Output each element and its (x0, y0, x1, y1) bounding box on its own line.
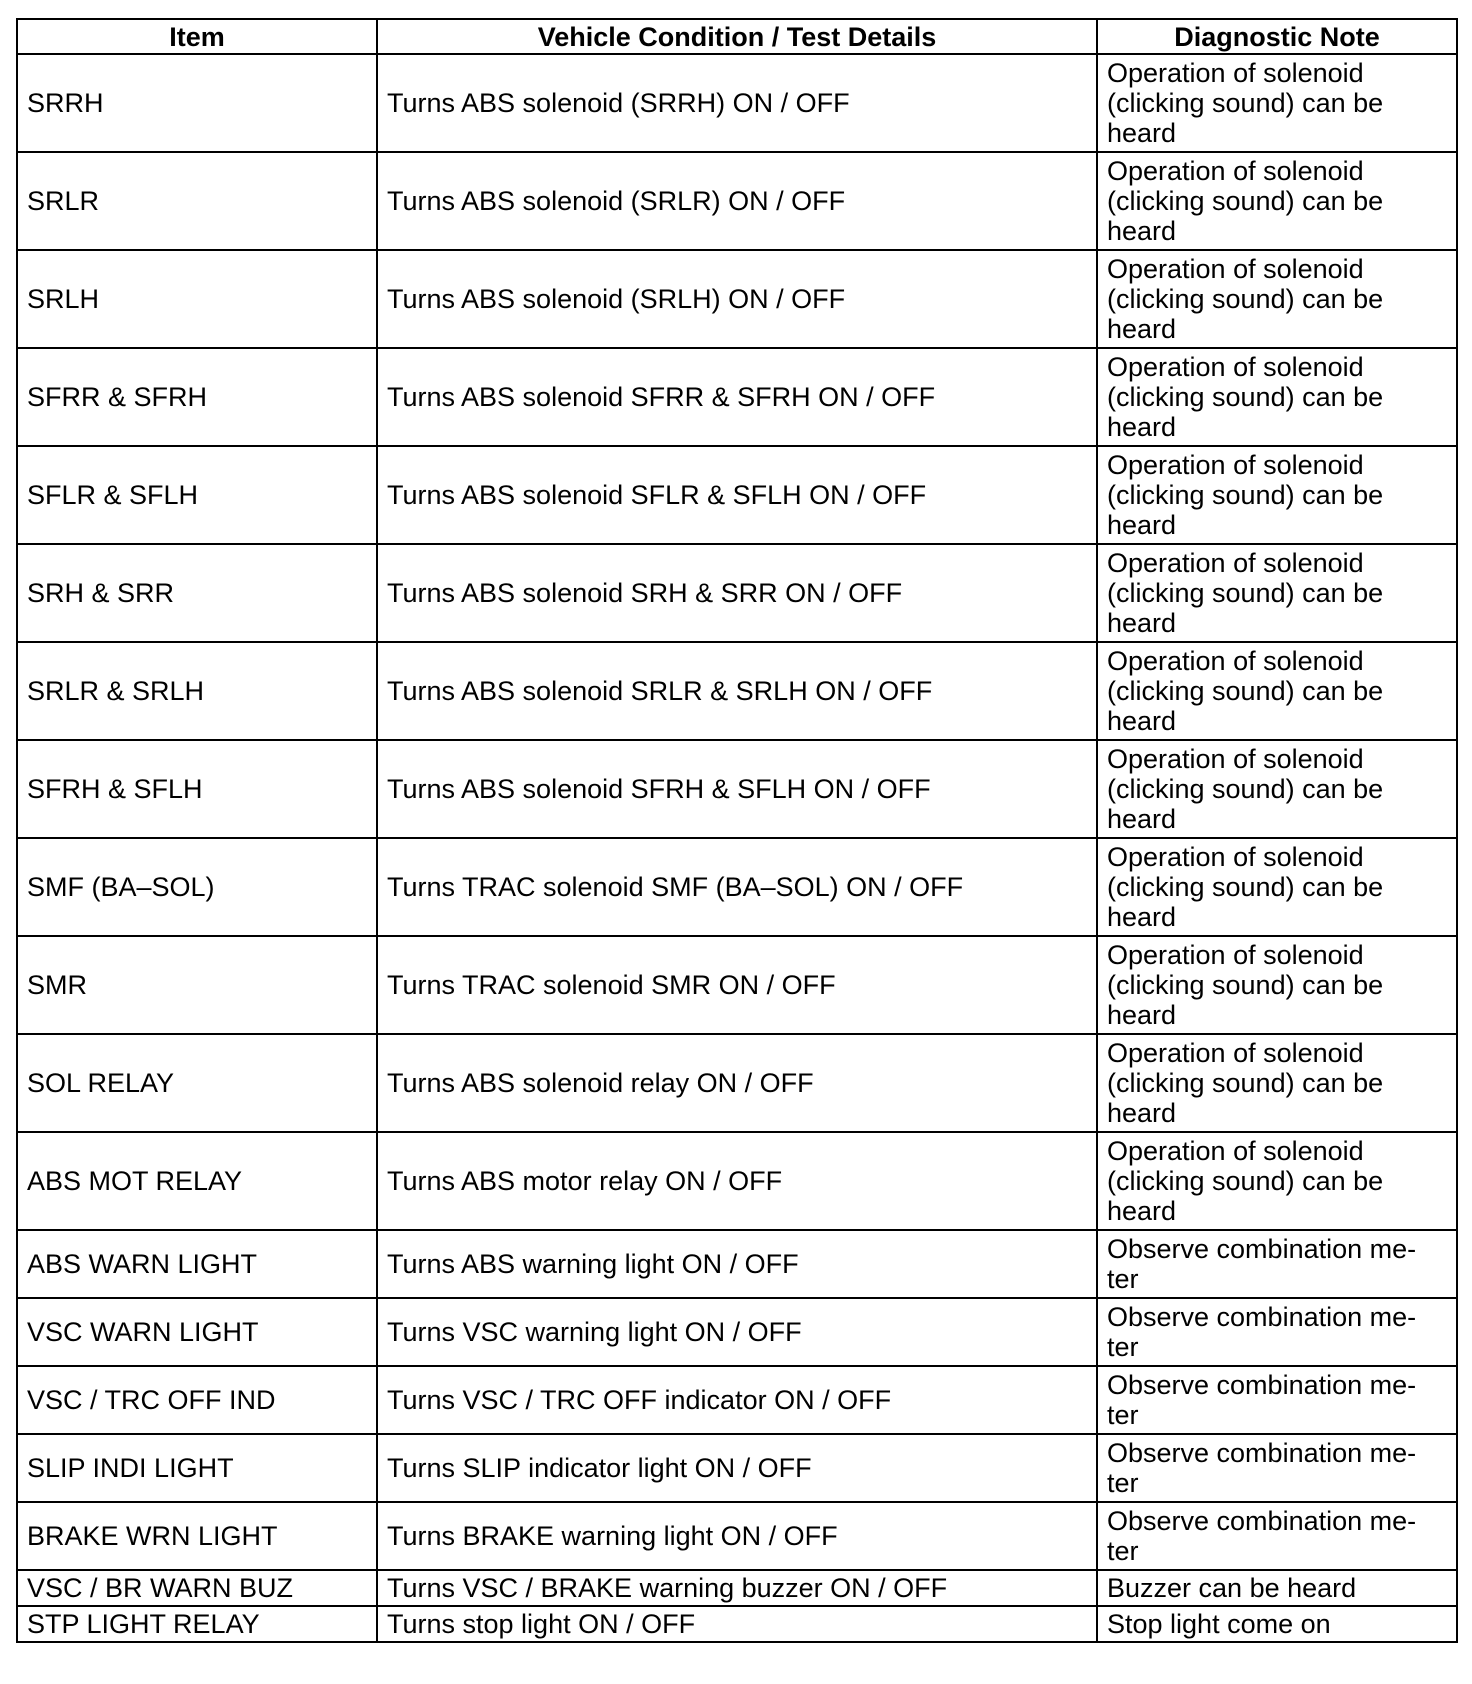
item-cell: SRLR & SRLH (17, 642, 377, 740)
note-cell: Operation of solenoid (clicking sound) can be heard (1097, 838, 1457, 936)
header-diagnostic-note: Diagnostic Note (1097, 19, 1457, 54)
note-cell: Operation of solenoid (clicking sound) can be heard (1097, 54, 1457, 152)
details-cell: Turns stop light ON / OFF (377, 1606, 1097, 1642)
note-cell: Operation of solenoid (clicking sound) can be heard (1097, 740, 1457, 838)
item-cell: ABS MOT RELAY (17, 1132, 377, 1230)
active-test-table (16, 18, 1458, 1643)
table-row (17, 348, 1457, 446)
note-cell: Observe combination me- ter (1097, 1502, 1457, 1570)
table-header-row (17, 19, 1457, 54)
note-cell: Operation of solenoid (clicking sound) can be heard (1097, 544, 1457, 642)
details-cell: Turns BRAKE warning light ON / OFF (377, 1502, 1097, 1570)
note-cell: Operation of solenoid (clicking sound) can be heard (1097, 348, 1457, 446)
item-cell: VSC / BR WARN BUZ (17, 1570, 377, 1606)
details-cell: Turns ABS solenoid SRH & SRR ON / OFF (377, 544, 1097, 642)
item-cell: ABS WARN LIGHT (17, 1230, 377, 1298)
header-item: Item (17, 19, 377, 54)
item-cell: SRLH (17, 250, 377, 348)
details-cell: Turns SLIP indicator light ON / OFF (377, 1434, 1097, 1502)
details-cell: Turns ABS solenoid (SRLR) ON / OFF (377, 152, 1097, 250)
header-vehicle-condition: Vehicle Condition / Test Details (377, 19, 1097, 54)
note-cell: Operation of solenoid (clicking sound) can be heard (1097, 152, 1457, 250)
item-cell: BRAKE WRN LIGHT (17, 1502, 377, 1570)
note-cell: Observe combination me- ter (1097, 1230, 1457, 1298)
table-row (17, 1230, 1457, 1298)
item-cell: SOL RELAY (17, 1034, 377, 1132)
item-cell: SRLR (17, 152, 377, 250)
table-row (17, 1570, 1457, 1606)
details-cell: Turns ABS solenoid (SRLH) ON / OFF (377, 250, 1097, 348)
note-cell: Operation of solenoid (clicking sound) can be heard (1097, 250, 1457, 348)
details-cell: Turns ABS solenoid SFLR & SFLH ON / OFF (377, 446, 1097, 544)
item-cell: SFRH & SFLH (17, 740, 377, 838)
item-cell: VSC / TRC OFF IND (17, 1366, 377, 1434)
details-cell: Turns ABS solenoid SRLR & SRLH ON / OFF (377, 642, 1097, 740)
table-row (17, 544, 1457, 642)
table-row (17, 642, 1457, 740)
table-row (17, 1606, 1457, 1642)
note-cell: Observe combination me- ter (1097, 1434, 1457, 1502)
item-cell: SLIP INDI LIGHT (17, 1434, 377, 1502)
note-cell: Buzzer can be heard (1097, 1570, 1457, 1606)
table-row (17, 1434, 1457, 1502)
details-cell: Turns ABS motor relay ON / OFF (377, 1132, 1097, 1230)
table-row (17, 250, 1457, 348)
table-row (17, 1132, 1457, 1230)
item-cell: VSC WARN LIGHT (17, 1298, 377, 1366)
details-cell: Turns TRAC solenoid SMR ON / OFF (377, 936, 1097, 1034)
note-cell: Observe combination me- ter (1097, 1298, 1457, 1366)
details-cell: Turns ABS solenoid (SRRH) ON / OFF (377, 54, 1097, 152)
note-cell: Operation of solenoid (clicking sound) can be heard (1097, 1034, 1457, 1132)
table-row (17, 54, 1457, 152)
details-cell: Turns VSC / BRAKE warning buzzer ON / OFF (377, 1570, 1097, 1606)
item-cell: SMR (17, 936, 377, 1034)
details-cell: Turns ABS warning light ON / OFF (377, 1230, 1097, 1298)
note-cell: Operation of solenoid (clicking sound) can be heard (1097, 1132, 1457, 1230)
details-cell: Turns ABS solenoid SFRH & SFLH ON / OFF (377, 740, 1097, 838)
note-cell: Observe combination me- ter (1097, 1366, 1457, 1434)
details-cell: Turns VSC warning light ON / OFF (377, 1298, 1097, 1366)
table-row (17, 152, 1457, 250)
active-test-table-container (16, 18, 1456, 1643)
table-row (17, 446, 1457, 544)
table-body (17, 54, 1457, 1642)
note-cell: Operation of solenoid (clicking sound) can be heard (1097, 446, 1457, 544)
note-cell: Stop light come on (1097, 1606, 1457, 1642)
table-row (17, 1034, 1457, 1132)
details-cell: Turns ABS solenoid relay ON / OFF (377, 1034, 1097, 1132)
table-row (17, 740, 1457, 838)
item-cell: SRRH (17, 54, 377, 152)
item-cell: SRH & SRR (17, 544, 377, 642)
table-row (17, 936, 1457, 1034)
item-cell: SFRR & SFRH (17, 348, 377, 446)
note-cell: Operation of solenoid (clicking sound) can be heard (1097, 642, 1457, 740)
details-cell: Turns VSC / TRC OFF indicator ON / OFF (377, 1366, 1097, 1434)
item-cell: SMF (BA–SOL) (17, 838, 377, 936)
item-cell: STP LIGHT RELAY (17, 1606, 377, 1642)
item-cell: SFLR & SFLH (17, 446, 377, 544)
note-cell: Operation of solenoid (clicking sound) can be heard (1097, 936, 1457, 1034)
details-cell: Turns TRAC solenoid SMF (BA–SOL) ON / OFF (377, 838, 1097, 936)
table-row (17, 838, 1457, 936)
table-row (17, 1366, 1457, 1434)
table-row (17, 1502, 1457, 1570)
details-cell: Turns ABS solenoid SFRR & SFRH ON / OFF (377, 348, 1097, 446)
table-row (17, 1298, 1457, 1366)
